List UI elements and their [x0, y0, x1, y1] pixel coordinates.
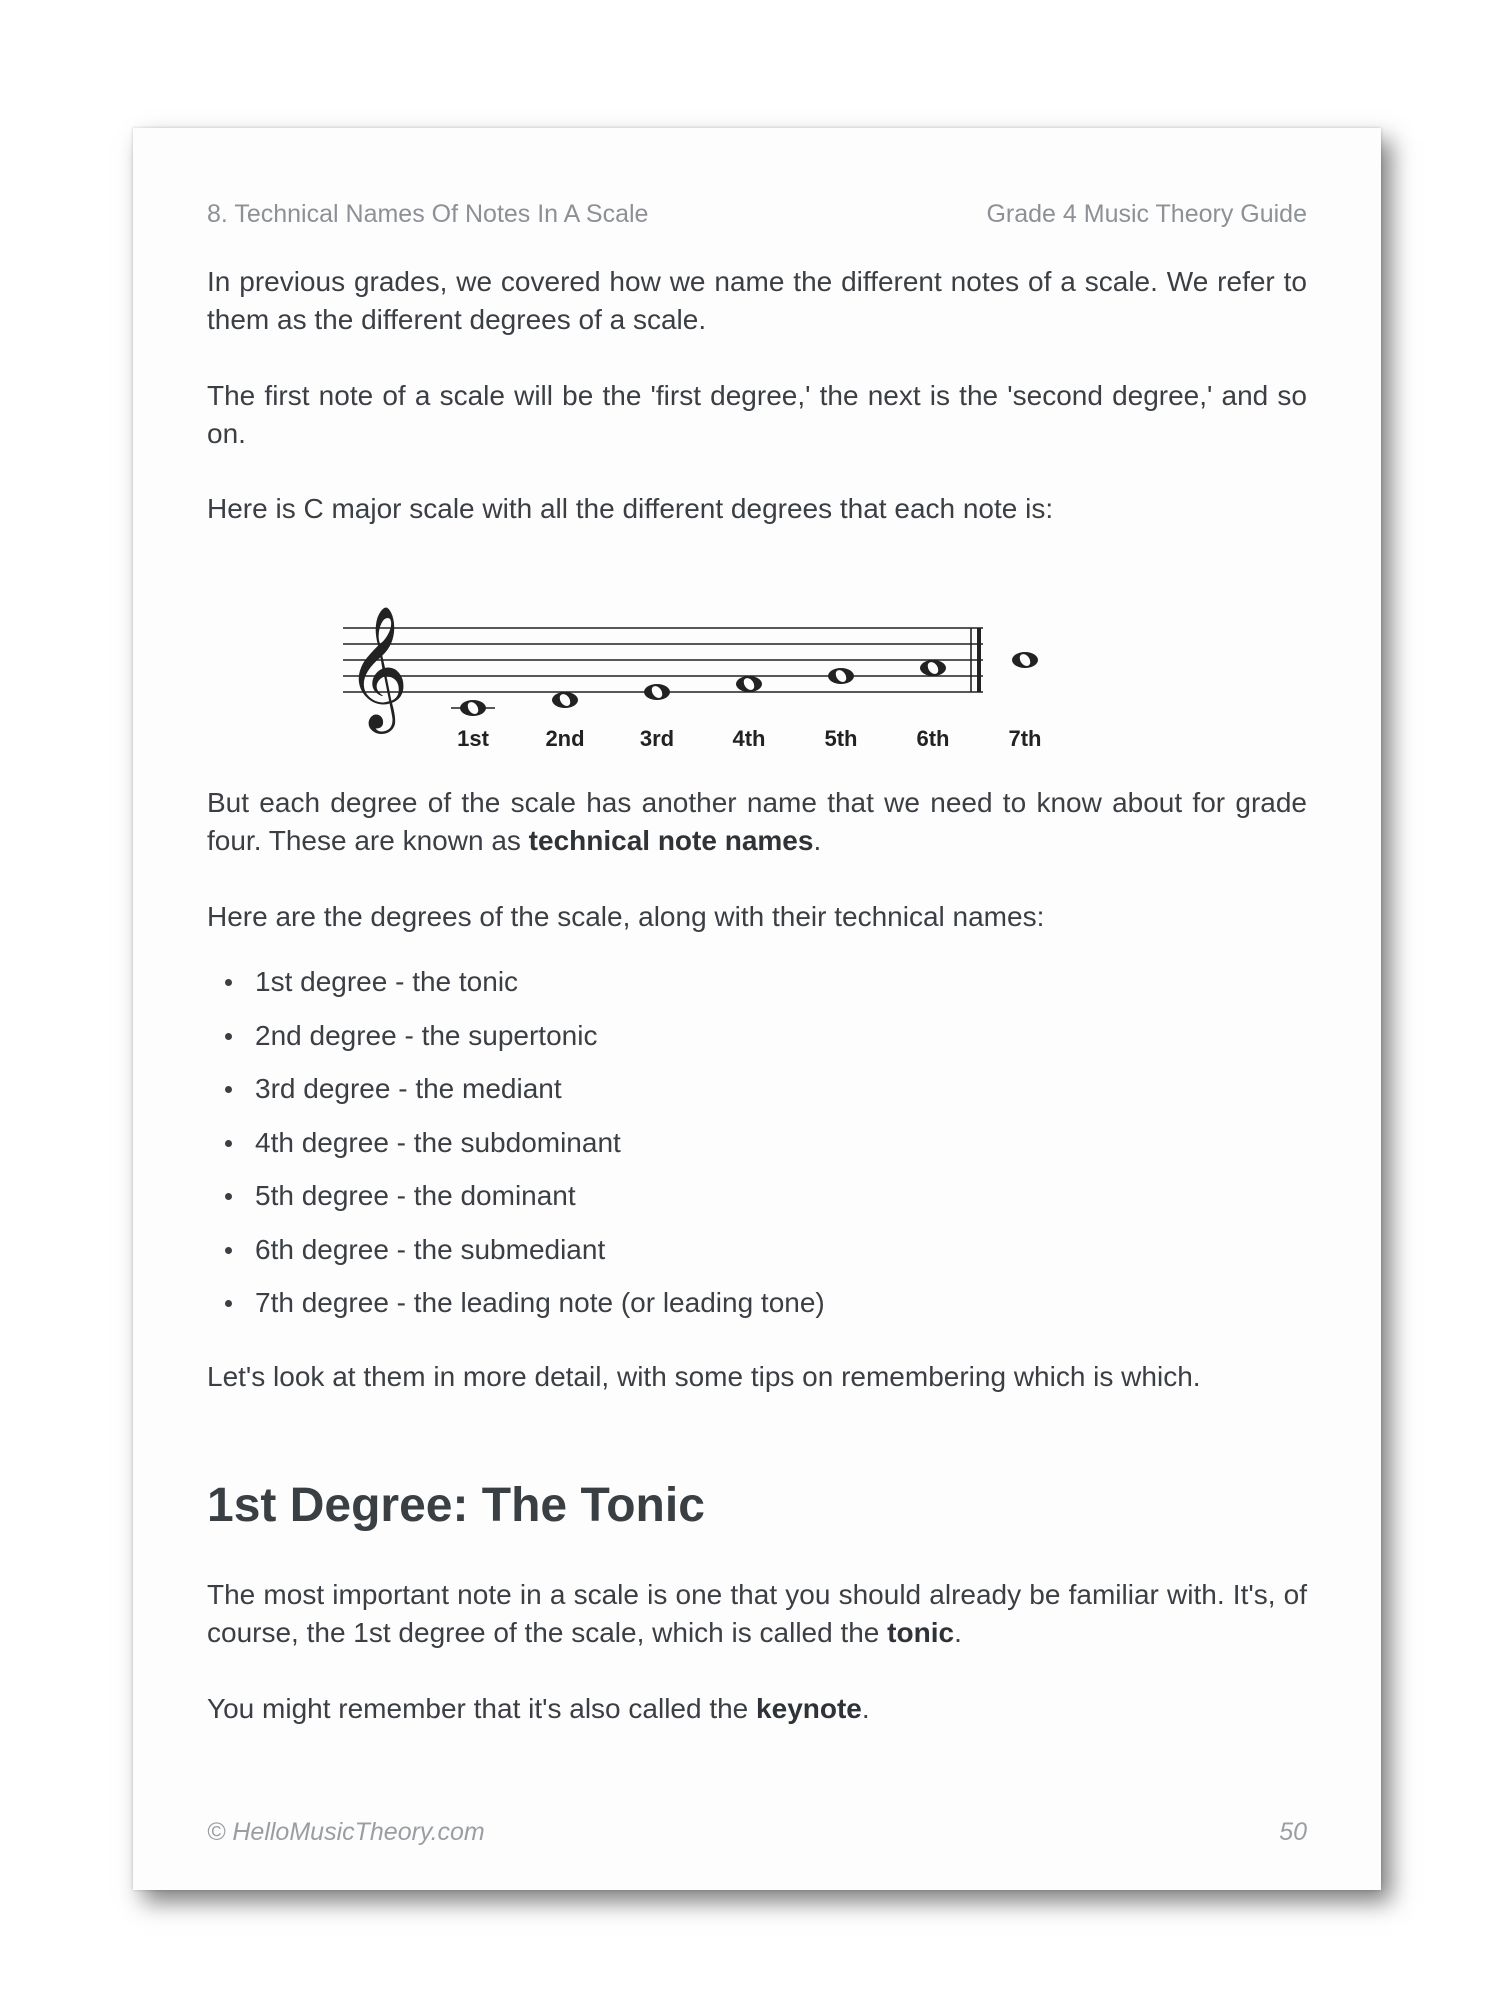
running-header-chapter: 8. Technical Names Of Notes In A Scale [207, 200, 649, 228]
paragraph-first-degree: The first note of a scale will be the 'first degree,' the next is the 'second degree,' and so on. [207, 380, 1307, 449]
degree-label: 4th [732, 726, 766, 751]
paragraph-text: . [813, 825, 822, 856]
paragraph-text: . [954, 1617, 962, 1648]
list-item-text: 6th degree - the submediant [255, 1233, 606, 1265]
paragraph-c-major-intro: Here is C major scale with all the different degrees that each note is: [207, 493, 1054, 524]
list-item [207, 1017, 825, 1071]
paragraph-text: You might remember that it's also called the [207, 1693, 757, 1724]
bullet-icon [225, 1300, 232, 1307]
degree-label: 5th [824, 726, 858, 751]
list-item [207, 1284, 825, 1338]
bullet-icon [225, 1140, 232, 1147]
paragraph-text: The most important note in a scale is one that you should already be familiar with. It's, of course, the 1st degree of the scale, which is called the [207, 1579, 1307, 1648]
list-item-text: 1st degree - the tonic [255, 966, 519, 997]
degree-label: 1st [457, 726, 489, 751]
bold-term-tonic: tonic [887, 1617, 955, 1648]
degree-label: 6th [916, 726, 950, 751]
page-number: 50 [1279, 1818, 1307, 1846]
paragraph-degrees-list-intro: Here are the degrees of the scale, along with their technical names: [207, 901, 1045, 932]
list-item [207, 1177, 825, 1231]
list-item [207, 1231, 825, 1285]
running-header-book-title: Grade 4 Music Theory Guide [986, 200, 1307, 228]
paragraph-text: . [861, 1693, 870, 1724]
list-item [207, 1070, 825, 1124]
paragraph-technical-names [207, 784, 1307, 860]
degree-label: 2nd [545, 726, 585, 751]
treble-clef-icon: 𝄞 [346, 605, 409, 728]
degree-labels [457, 726, 1041, 751]
degree-label: 3rd [639, 726, 675, 751]
bullet-icon [225, 1247, 232, 1254]
scale-notes [451, 652, 1038, 716]
paragraph-keynote [207, 1690, 1307, 1728]
list-item-text: 7th degree - the leading note (or leading tone) [255, 1287, 825, 1318]
bullet-icon [225, 1193, 232, 1200]
bold-term-keynote: keynote [756, 1693, 862, 1724]
list-item-text: 2nd degree - the supertonic [255, 1019, 598, 1051]
bullet-icon [225, 1086, 232, 1093]
section-heading: 1st Degree: The Tonic [207, 1479, 705, 1532]
paragraph-look-in-detail: Let's look at them in more detail, with some tips on remembering which is which. [207, 1361, 1201, 1392]
list-item [207, 963, 825, 1017]
book-page [133, 128, 1381, 1890]
bullet-icon [225, 979, 232, 986]
footer-copyright: © HelloMusicTheory.com [207, 1818, 485, 1846]
list-item-text: 4th degree - the subdominant [255, 1126, 621, 1158]
c-major-scale-staff [343, 578, 1163, 758]
paragraph-text: But each degree of the scale has another name that we need to know about for grade four. These are known as [207, 787, 1307, 856]
bold-term-technical-note-names: technical note names [528, 825, 814, 856]
paragraph-intro: In previous grades, we covered how we name the different notes of a scale. We refer to them as the different degrees of a scale. [207, 266, 1307, 335]
bullet-icon [225, 1033, 232, 1040]
degree-list [207, 963, 825, 1338]
staff-notation [343, 578, 1163, 758]
list-item [207, 1124, 825, 1178]
list-item-text: 3rd degree - the mediant [255, 1073, 562, 1104]
degree-label: 7th [1008, 726, 1042, 751]
list-item-text: 5th degree - the dominant [255, 1180, 576, 1211]
paragraph-tonic [207, 1576, 1307, 1652]
staff-lines [343, 628, 983, 692]
